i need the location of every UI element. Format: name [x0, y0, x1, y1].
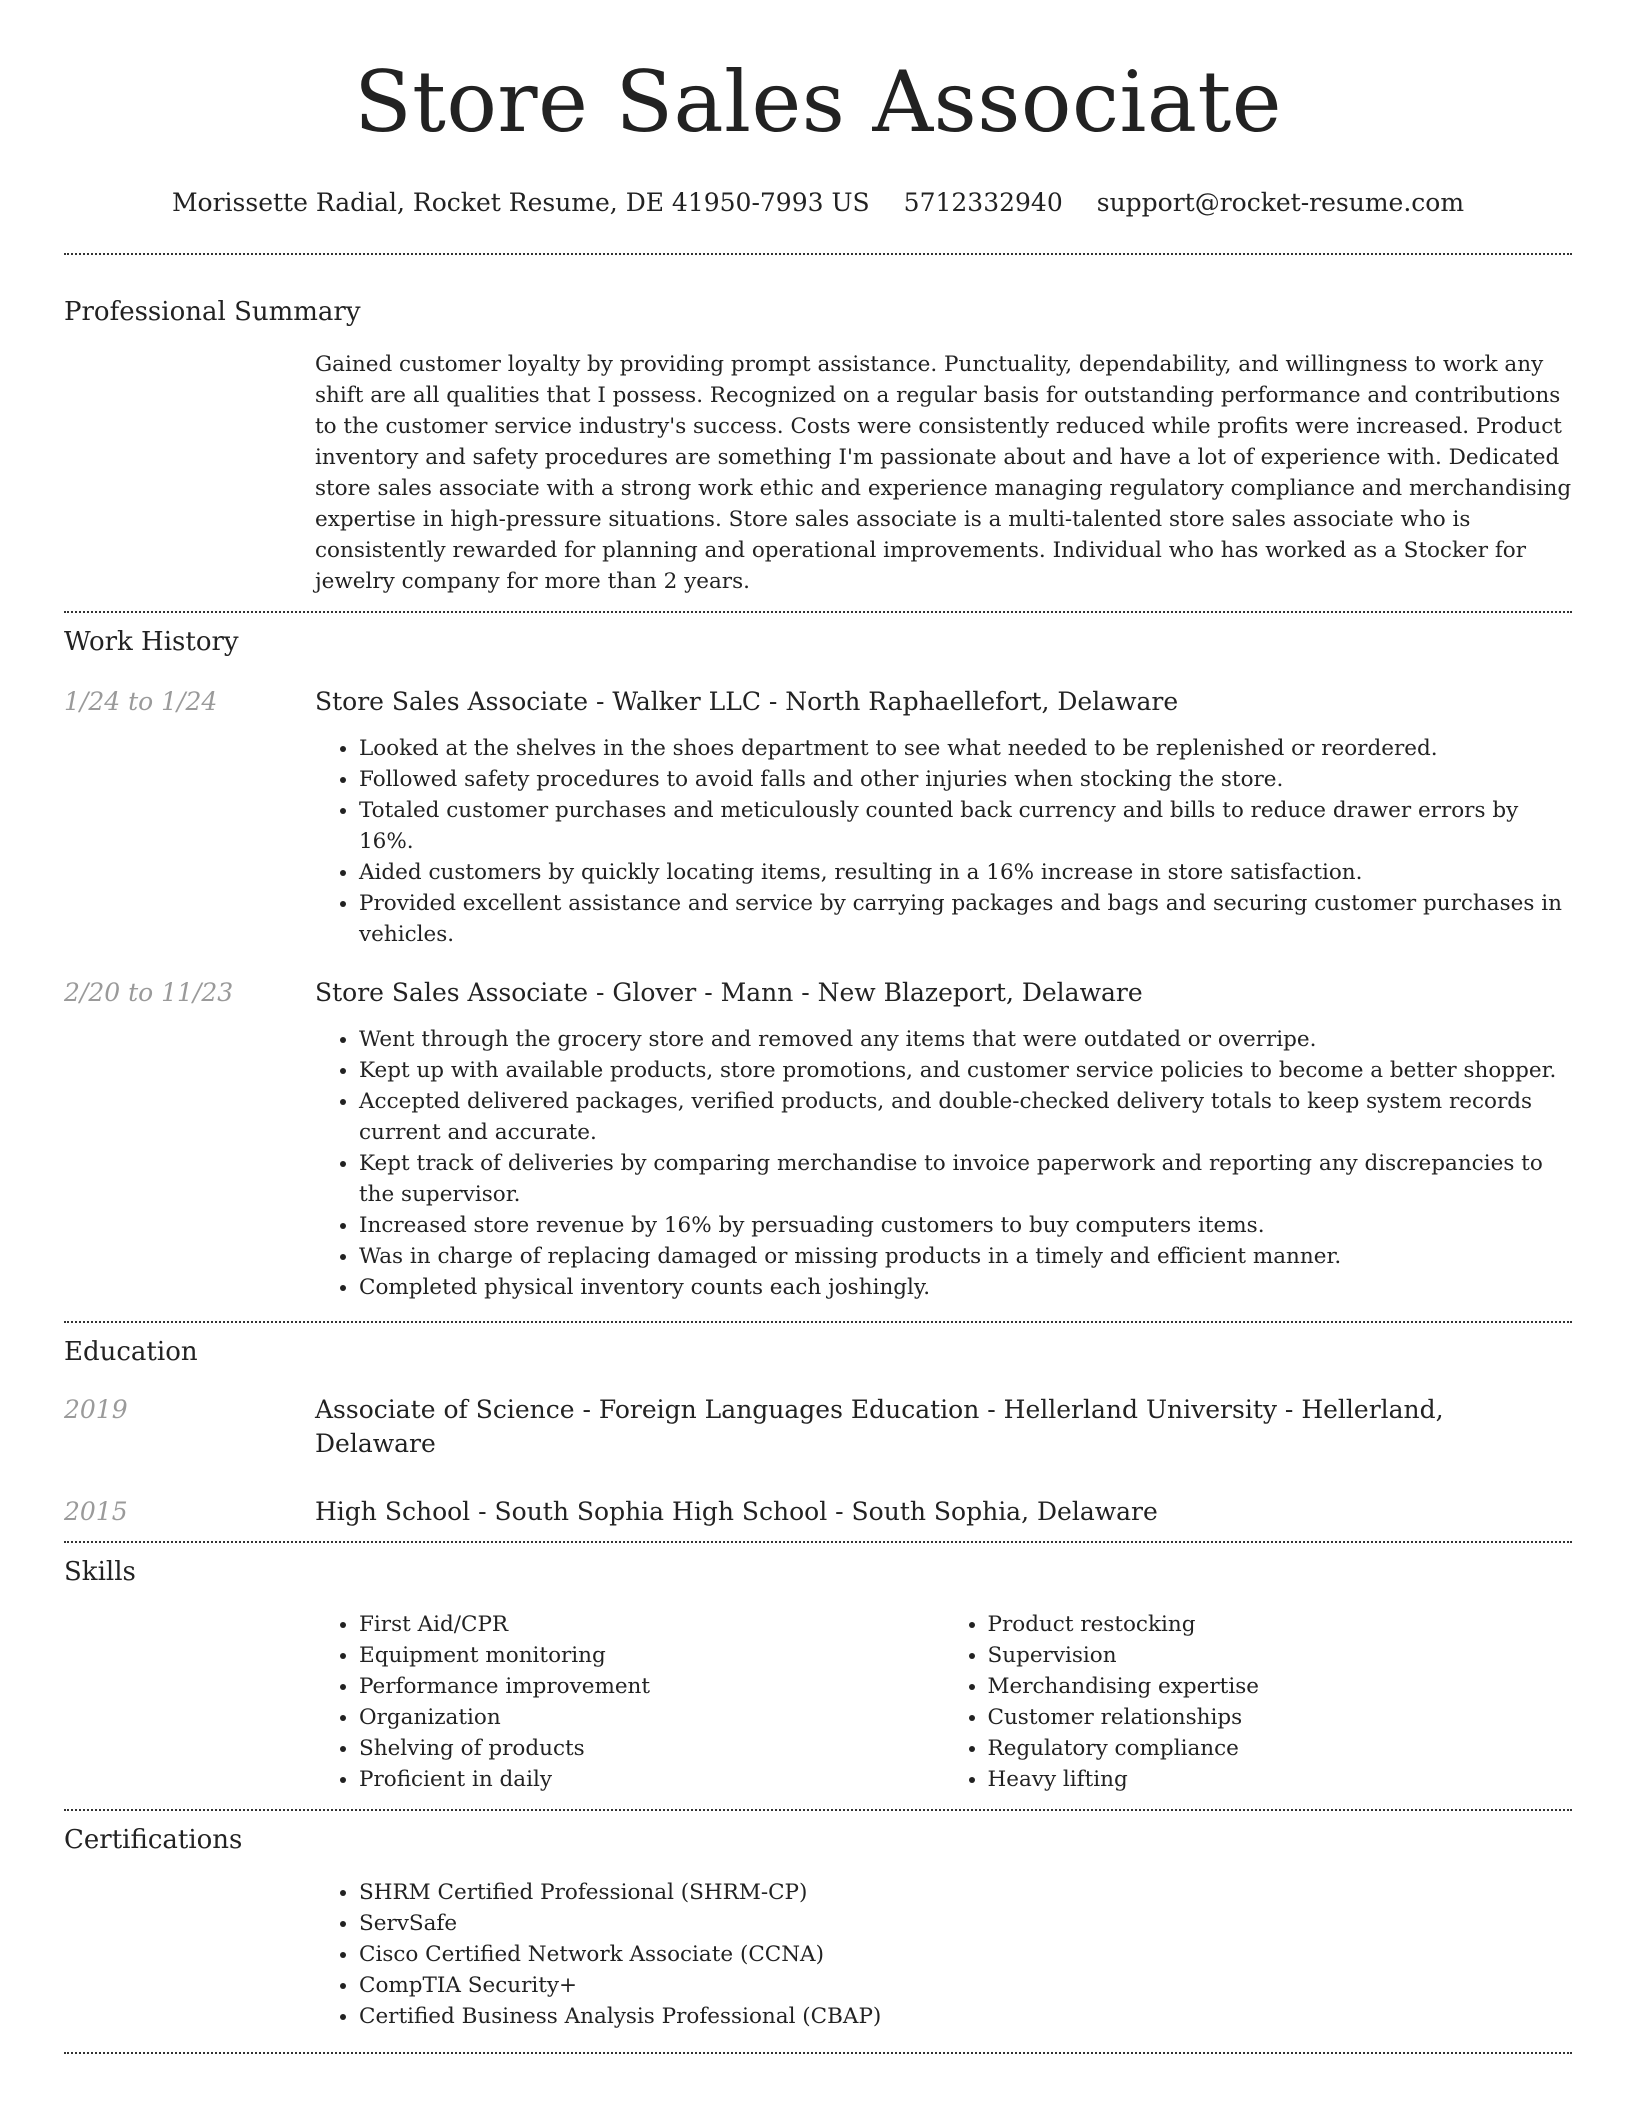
list-item: • Completed physical inventory counts each joshingly.	[359, 1272, 1572, 1303]
summary-row	[64, 349, 1572, 597]
list-item: • CompTIA Security+	[359, 1970, 1572, 2001]
divider	[64, 1541, 1572, 1543]
resume-name: Store Sales Associate	[354, 53, 1282, 151]
list-item: • Customer relationships	[988, 1702, 1573, 1733]
list-item: • Followed safety procedures to avoid falls and other injuries when stocking the store.	[359, 764, 1572, 795]
list-item: • Aided customers by quickly locating items, resulting in a 16% increase in store satisfaction.	[359, 857, 1572, 888]
list-item: • Cisco Certified Network Associate (CCNA)	[359, 1939, 1572, 1970]
list-item: • Organization	[359, 1702, 944, 1733]
section-title-certifications: Certifications	[64, 1825, 243, 1855]
contact-line	[64, 186, 1572, 220]
divider	[64, 1809, 1572, 1811]
job-entry	[64, 976, 1572, 1303]
resume-page	[64, 0, 1572, 2054]
list-item: • ServSafe	[359, 1908, 1572, 1939]
skills-list-right	[944, 1609, 1573, 1795]
skills-row	[64, 1609, 1572, 1795]
job-title: Store Sales Associate - Glover - Mann - New Blazeport, Delaware	[315, 978, 1143, 1007]
section-title-skills: Skills	[64, 1557, 136, 1587]
skills-list-left	[315, 1609, 944, 1795]
list-item: • Performance improvement	[359, 1671, 944, 1702]
job-dates: 1/24 to 1/24	[64, 687, 218, 716]
education-year: 2019	[64, 1395, 128, 1424]
list-item: • Kept track of deliveries by comparing merchandise to invoice paperwork and reporting any discrepancies to the supervisor.	[359, 1148, 1572, 1210]
list-item: • Kept up with available products, store promotions, and customer service policies to become a better shopper.	[359, 1055, 1572, 1086]
list-item: • Certified Business Analysis Professional (CBAP)	[359, 2001, 1572, 2032]
list-item: • Provided excellent assistance and service by carrying packages and bags and securing customer purchases in vehicles.	[359, 888, 1572, 950]
divider	[64, 253, 1572, 255]
education-title: Associate of Science - Foreign Languages Education - Hellerland University - Hellerland, Delaware	[315, 1395, 1444, 1458]
job-bullets	[315, 733, 1572, 950]
divider	[64, 611, 1572, 613]
job-bullets	[315, 1024, 1572, 1303]
education-entry	[64, 1495, 1572, 1529]
education-entry	[64, 1393, 1572, 1461]
list-item: • Shelving of products	[359, 1733, 944, 1764]
list-item: • Increased store revenue by 16% by persuading customers to buy computers items.	[359, 1210, 1572, 1241]
list-item: • Looked at the shelves in the shoes department to see what needed to be replenished or reordered.	[359, 733, 1572, 764]
section-title-summary: Professional Summary	[64, 297, 361, 327]
divider	[64, 2052, 1572, 2054]
contact-email: support@rocket-resume.com	[1096, 188, 1465, 217]
list-item: • Heavy lifting	[988, 1764, 1573, 1795]
list-item: • Merchandising expertise	[988, 1671, 1573, 1702]
job-entry	[64, 685, 1572, 950]
list-item: • Product restocking	[988, 1609, 1573, 1640]
education-title: High School - South Sophia High School - South Sophia, Delaware	[315, 1497, 1158, 1526]
list-item: • Accepted delivered packages, verified products, and double-checked delivery totals to keep system records current and accurate.	[359, 1086, 1572, 1148]
skills-grid	[315, 1609, 1572, 1795]
list-item: • SHRM Certified Professional (SHRM-CP)	[359, 1877, 1572, 1908]
summary-text: Gained customer loyalty by providing prompt assistance. Punctuality, dependability, and willingness to work any shift are all qualities that I possess. Recognized on a regular basis for outstanding performance and contributions to the customer service industry's success. Costs were consistently reduced while profits were increased. Product inventory and safety procedures are something I'm passionate about and have a lot of experience with. Dedicated store sales associate with a strong work ethic and experience managing regulatory compliance and merchandising expertise in high-pressure situations. Store sales associate is a multi-talented store sales associate who is consistently rewarded for planning and operational improvements. Individual who has worked as a Stocker for jewelry company for more than 2 years.	[315, 352, 1572, 594]
list-item: • Regulatory compliance	[988, 1733, 1573, 1764]
certifications-row	[64, 1877, 1572, 2032]
job-title: Store Sales Associate - Walker LLC - North Raphaellefort, Delaware	[315, 687, 1179, 716]
contact-address: Morissette Radial, Rocket Resume, DE 41950-7993 US	[171, 188, 870, 217]
divider	[64, 1321, 1572, 1323]
section-title-education: Education	[64, 1337, 198, 1367]
certifications-list	[315, 1877, 1572, 2032]
list-item: • Went through the grocery store and removed any items that were outdated or overripe.	[359, 1024, 1572, 1055]
list-item: • Supervision	[988, 1640, 1573, 1671]
list-item: • Totaled customer purchases and meticulously counted back currency and bills to reduce drawer errors by 16%.	[359, 795, 1572, 857]
list-item: • Equipment monitoring	[359, 1640, 944, 1671]
list-item: • Was in charge of replacing damaged or missing products in a timely and efficient manner.	[359, 1241, 1572, 1272]
contact-phone: 5712332940	[903, 188, 1063, 217]
job-dates: 2/20 to 11/23	[64, 978, 234, 1007]
list-item: • First Aid/CPR	[359, 1609, 944, 1640]
education-year: 2015	[64, 1497, 128, 1526]
list-item: • Proficient in daily	[359, 1764, 944, 1795]
section-title-work: Work History	[64, 627, 239, 657]
